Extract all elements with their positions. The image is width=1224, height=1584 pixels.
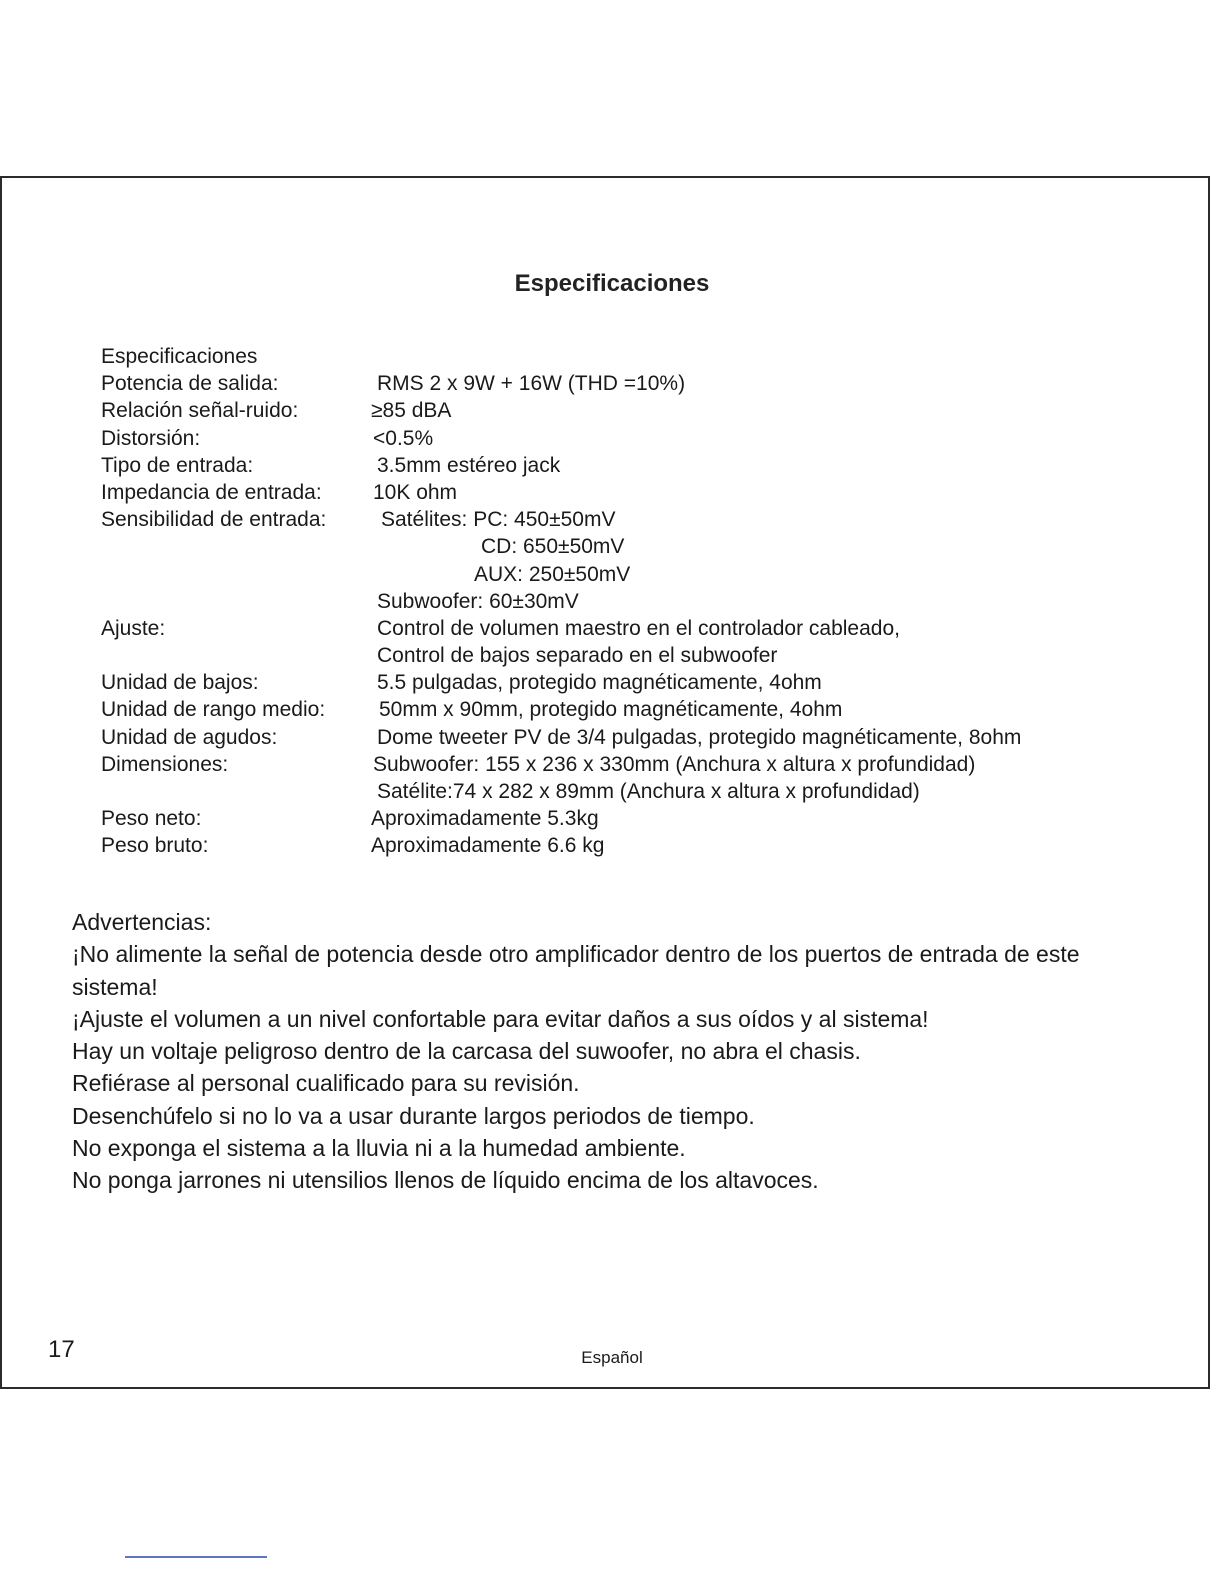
spec-row-sensibilidad-aux (101, 561, 631, 588)
specifications-list (101, 343, 1022, 860)
spec-row-tipo (101, 452, 561, 479)
warnings-section (72, 906, 1132, 1197)
warning-line: Desenchúfelo si no lo va a usar durante largos periodos de tiempo. (72, 1102, 755, 1129)
spec-value: Subwoofer: 60±30mV (377, 589, 579, 613)
spec-value: AUX: 250±50mV (474, 562, 631, 586)
spec-label: Unidad de rango medio: (101, 698, 326, 722)
spec-label: Tipo de entrada: (101, 453, 254, 477)
spec-value: Control de bajos separado en el subwoofer (377, 644, 778, 668)
spec-value: 3.5mm estéreo jack (377, 453, 561, 477)
spec-row-medio (101, 696, 843, 723)
spec-value: 50mm x 90mm, protegido magnéticamente, 4ohm (379, 698, 843, 722)
warning-line: No exponga el sistema a la lluvia ni a la humedad ambiente. (72, 1135, 686, 1162)
spec-label: Distorsión: (101, 426, 201, 450)
spec-row-sensibilidad-sub (101, 588, 579, 615)
spec-value: ≥85 dBA (371, 399, 452, 423)
spec-label: Impedancia de entrada: (101, 480, 322, 504)
spec-row-bajos (101, 669, 822, 696)
spec-value: RMS 2 x 9W + 16W (THD =10%) (377, 372, 686, 396)
spec-row-dimensiones-2 (101, 778, 920, 805)
spec-row-peso-neto (101, 805, 599, 832)
spec-value: Aproximadamente 5.3kg (371, 807, 599, 831)
warning-line: No ponga jarrones ni utensilios llenos de líquido encima de los altavoces. (72, 1167, 819, 1194)
spec-value: Satélites: PC: 450±50mV (381, 508, 616, 532)
spec-label: Unidad de agudos: (101, 725, 278, 749)
spec-value: CD: 650±50mV (481, 535, 625, 559)
spec-label: Peso neto: (101, 807, 202, 831)
spec-value: 10K ohm (373, 480, 458, 504)
spec-label: Sensibilidad de entrada: (101, 508, 327, 532)
spec-row-impedancia (101, 479, 458, 506)
warning-line: ¡Ajuste el volumen a un nivel confortable para evitar daños a sus oídos y al sistema! (72, 1005, 929, 1032)
spec-label: Ajuste: (101, 616, 166, 640)
specs-heading: Especificaciones (101, 345, 258, 368)
spec-label: Dimensiones: (101, 752, 229, 776)
spec-row-dimensiones (101, 751, 976, 778)
spec-label: Unidad de bajos: (101, 671, 259, 695)
spec-row-distorsion (101, 425, 434, 452)
spec-label: Peso bruto: (101, 834, 209, 858)
spec-value: <0.5% (373, 426, 434, 450)
spec-value: Control de volumen maestro en el controlador cableado, (377, 616, 900, 640)
spec-row-peso-bruto (101, 832, 605, 859)
spec-row-agudos (101, 724, 1022, 751)
spec-label: Relación señal-ruido: (101, 399, 299, 423)
warnings-heading: Advertencias: (72, 909, 212, 935)
warning-line: Refiérase al personal cualificado para su revisión. (72, 1070, 580, 1097)
spec-value: Satélite:74 x 282 x 89mm (Anchura x altura x profundidad) (377, 780, 920, 803)
footer-language: Español (581, 1348, 643, 1367)
spec-row-ajuste (101, 615, 900, 642)
spec-row-sensibilidad-cd (101, 533, 625, 560)
spec-value: 5.5 pulgadas, protegido magnéticamente, 4ohm (377, 671, 822, 695)
spec-row-sensibilidad (101, 506, 616, 533)
spec-row-ajuste-2 (101, 642, 778, 669)
spec-row-relacion (101, 397, 452, 424)
spec-value: Aproximadamente 6.6 kg (371, 834, 605, 858)
page-number: 17 (48, 1336, 75, 1363)
page-title: Especificaciones (514, 270, 710, 297)
link-underline (125, 1556, 267, 1558)
warning-line: ¡No alimente la señal de potencia desde otro amplificador dentro de los puertos de entrada de este sistema! (72, 941, 1080, 1000)
warning-line: Hay un voltaje peligroso dentro de la carcasa del suwoofer, no abra el chasis. (72, 1038, 861, 1065)
spec-value: Subwoofer: 155 x 236 x 330mm (Anchura x altura x profundidad) (373, 752, 976, 776)
spec-label: Potencia de salida: (101, 372, 279, 396)
spec-row-potencia (101, 370, 686, 397)
spec-value: Dome tweeter PV de 3/4 pulgadas, protegido magnéticamente, 8ohm (377, 725, 1022, 749)
